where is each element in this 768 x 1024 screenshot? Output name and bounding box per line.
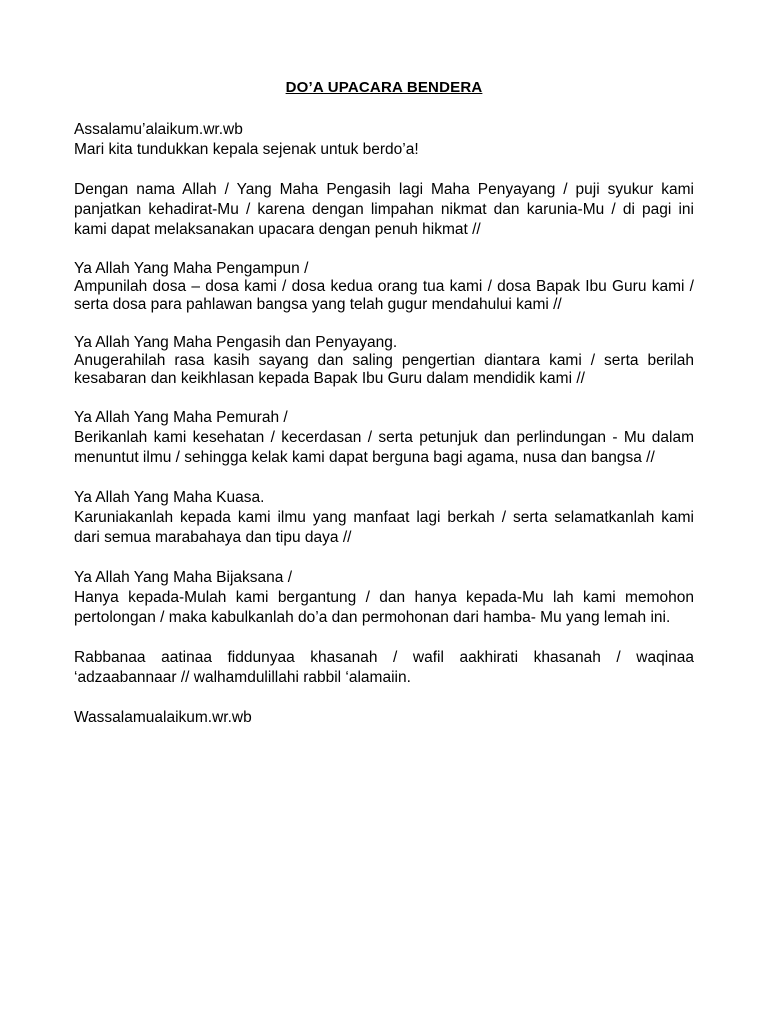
section-heading: Ya Allah Yang Maha Kuasa. <box>74 489 265 506</box>
prayer-section <box>74 334 694 388</box>
spacer <box>74 468 694 488</box>
section-body: Berikanlah kami kesehatan / kecerdasan / serta petunjuk dan perlindungan - Mu dalam menuntut ilmu / sehingga kelak kami dapat berguna bagi agama, nusa dan bangsa // <box>74 429 694 466</box>
prayer-section <box>74 488 694 548</box>
document-page <box>74 78 694 728</box>
section-body: Karuniakanlah kepada kami ilmu yang manfaat lagi berkah / serta selamatkanlah kami dari semua marabahaya dan tipu daya // <box>74 509 694 546</box>
section-heading: Ya Allah Yang Maha Pemurah / <box>74 409 288 426</box>
spacer <box>74 160 694 180</box>
document-title: DO’A UPACARA BENDERA <box>285 79 483 96</box>
section-body: Ampunilah dosa – dosa kami / dosa kedua orang tua kami / dosa Bapak Ibu Guru kami / serta dosa para pahlawan bangsa yang telah gugur mendahului kami // <box>74 278 694 313</box>
spacer <box>74 628 694 648</box>
prayer-section <box>74 260 694 314</box>
opening-greeting: Assalamu’alaikum.wr.wb <box>74 121 243 138</box>
intro-paragraph: Dengan nama Allah / Yang Maha Pengasih lagi Maha Penyayang / puji syukur kami panjatkan kehadirat-Mu / karena dengan limpahan nikmat dan karunia-Mu / di pagi ini kami dapat melaksanakan upacara dengan penuh hikmat // <box>74 181 694 238</box>
spacer <box>74 240 694 260</box>
section-heading: Ya Allah Yang Maha Pengasih dan Penyayang. <box>74 334 398 351</box>
spacer <box>74 688 694 708</box>
section-body: Anugerahilah rasa kasih sayang dan saling pengertian diantara kami / serta berilah kesabaran dan keikhlasan kepada Bapak Ibu Guru dalam mendidik kami // <box>74 352 694 387</box>
section-heading: Ya Allah Yang Maha Bijaksana / <box>74 569 293 586</box>
prayer-section <box>74 408 694 468</box>
spacer <box>74 314 694 334</box>
section-body: Hanya kepada-Mulah kami bergantung / dan hanya kepada-Mu lah kami memohon pertolongan / maka kabulkanlah do’a dan permohonan dari hamba- Mu yang lemah ini. <box>74 589 694 626</box>
section-heading: Ya Allah Yang Maha Pengampun / <box>74 260 309 277</box>
spacer <box>74 388 694 408</box>
closing-greeting: Wassalamualaikum.wr.wb <box>74 709 252 726</box>
closing-prayer: Rabbanaa aatinaa fiddunyaa khasanah / wafil aakhirati khasanah / waqinaa ‘adzaabannaar // walhamdulillahi rabbil ‘alamaiin. <box>74 649 694 686</box>
spacer <box>74 548 694 568</box>
prayer-section <box>74 568 694 628</box>
opening-invitation: Mari kita tundukkan kepala sejenak untuk berdo’a! <box>74 141 419 158</box>
